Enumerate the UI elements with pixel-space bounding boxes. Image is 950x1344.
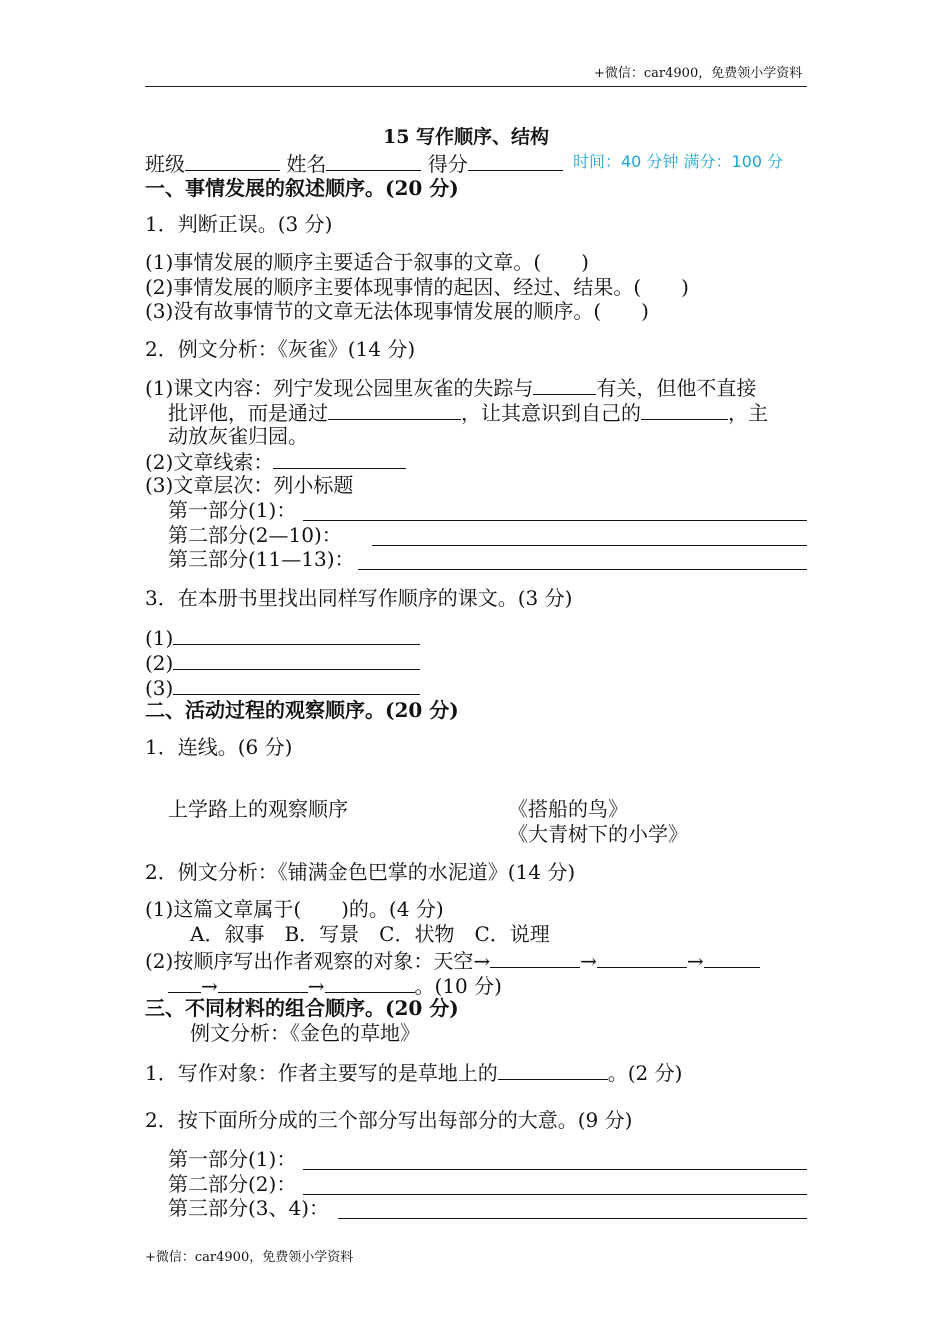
arrow: → [686,949,704,973]
text: 。(10 分) [414,974,502,998]
text: 有关，但他不直接 [596,376,757,400]
s1-q3-item-2 [145,651,420,673]
s1-q2-part-2: 第二部分(2—10)： [168,523,342,547]
fill-blank[interactable] [168,974,201,993]
text: (2)文章线索： [145,450,274,474]
s1-q3-label: 3．在本册书里找出同样写作顺序的课文。(3 分) [145,586,573,610]
fill-blank[interactable] [704,949,760,968]
text: (2) [145,651,174,675]
fill-blank[interactable] [173,626,420,645]
s3-part-3: 第三部分(3、4)： [168,1196,330,1220]
text: 。(2 分) [607,1061,683,1085]
name-label: 姓名 [286,152,327,176]
s1-q1-item-1: (1)事情发展的顺序主要适合于叙事的文章。( ) [145,250,589,274]
arrow: → [307,974,325,998]
text: (1)课文内容：列宁发现公园里灰雀的失踪与 [145,376,534,400]
s1-q2-p2 [145,450,406,472]
fill-blank[interactable] [325,974,415,993]
text: 批评他，而是通过 [168,401,328,425]
s1-q2-part-3: 第三部分(11—13)： [168,547,355,571]
s2-q1-left[interactable]: 上学路上的观察顺序 [168,797,348,821]
fill-blank[interactable] [498,1061,608,1080]
arrow: → [580,949,597,973]
header-rule [145,86,807,87]
fill-blank[interactable] [641,401,728,420]
text: (3) [145,676,174,700]
answer-line[interactable] [372,545,807,546]
class-blank[interactable] [185,152,280,171]
s1-q2-p1-line3: 动放灰雀归园。 [168,424,308,448]
s2-q2-p1: (1)这篇文章属于( )的。(4 分) [145,897,444,921]
section-3-heading: 三、不同材料的组合顺序。(20 分) [145,996,459,1020]
answer-line[interactable] [358,569,807,570]
section-2-heading: 二、活动过程的观察顺序。(20 分) [145,698,459,722]
score-blank[interactable] [468,152,563,171]
fill-blank[interactable] [597,949,687,968]
answer-line[interactable] [303,1169,807,1170]
s3-subheading: 例文分析：《金色的草地》 [190,1021,420,1045]
s1-q3-item-3 [145,676,420,698]
fill-blank[interactable] [273,450,406,469]
s1-q2-part-1: 第一部分(1)： [168,498,297,522]
name-blank[interactable] [326,152,421,171]
text: (2)按顺序写出作者观察的对象：天空→ [145,949,491,973]
fill-blank[interactable] [173,676,420,695]
text: ，让其意识到自己的 [461,401,641,425]
s1-q2-p3: (3)文章层次：列小标题 [145,473,354,497]
answer-line[interactable] [303,520,807,521]
fill-blank[interactable] [328,401,461,420]
text: (1) [145,626,174,650]
fill-blank[interactable] [533,376,596,395]
s1-q1-item-3: (3)没有故事情节的文章无法体现事情发展的顺序。( ) [145,299,649,323]
text: 1．写作对象：作者主要写的是草地上的 [145,1061,498,1085]
s2-q1-label: 1．连线。(6 分) [145,735,293,759]
page-title: 15 写作顺序、结构 [383,126,550,148]
info-row [145,152,563,174]
s1-q1-item-2: (2)事情发展的顺序主要体现事情的起因、经过、结果。( ) [145,275,689,299]
answer-line[interactable] [338,1218,807,1219]
s1-q3-item-1 [145,626,420,648]
s2-q1-right-2[interactable]: 《大青树下的小学》 [508,822,688,846]
s3-part-2: 第二部分(2)： [168,1172,297,1196]
s3-part-1: 第一部分(1)： [168,1147,297,1171]
footer-note: +微信：car4900，免费领小学资料 [145,1250,354,1265]
s3-q1 [145,1061,682,1083]
s2-q2-p2-line2 [168,974,502,996]
fill-blank[interactable] [173,651,420,670]
s2-q2-p2-line1 [145,949,760,971]
text: ，主 [728,401,768,425]
class-label: 班级 [145,152,185,176]
answer-line[interactable] [303,1194,807,1195]
s1-q2-p1-line2 [168,401,768,423]
score-label: 得分 [427,152,468,176]
s1-q2-p1-line1 [145,376,756,398]
s2-q2-label: 2．例文分析：《铺满金色巴掌的水泥道》(14 分) [145,860,576,884]
s1-q1-label: 1．判断正误。(3 分) [145,212,333,236]
section-1-heading: 一、事情发展的叙述顺序。(20 分) [145,176,459,200]
s3-q2-label: 2．按下面所分成的三个部分写出每部分的大意。(9 分) [145,1108,633,1132]
fill-blank[interactable] [218,974,308,993]
arrow: → [201,974,218,998]
fill-blank[interactable] [490,949,580,968]
s1-q2-label: 2．例文分析：《灰雀》(14 分) [145,337,416,361]
header-note: +微信：car4900，免费领小学资料 [594,66,803,81]
s2-q1-right-1[interactable]: 《搭船的鸟》 [508,797,628,821]
s2-q2-options: A．叙事 B．写景 C．状物 C．说理 [190,922,550,946]
time-score: 时间：40 分钟 满分：100 分 [573,152,784,171]
